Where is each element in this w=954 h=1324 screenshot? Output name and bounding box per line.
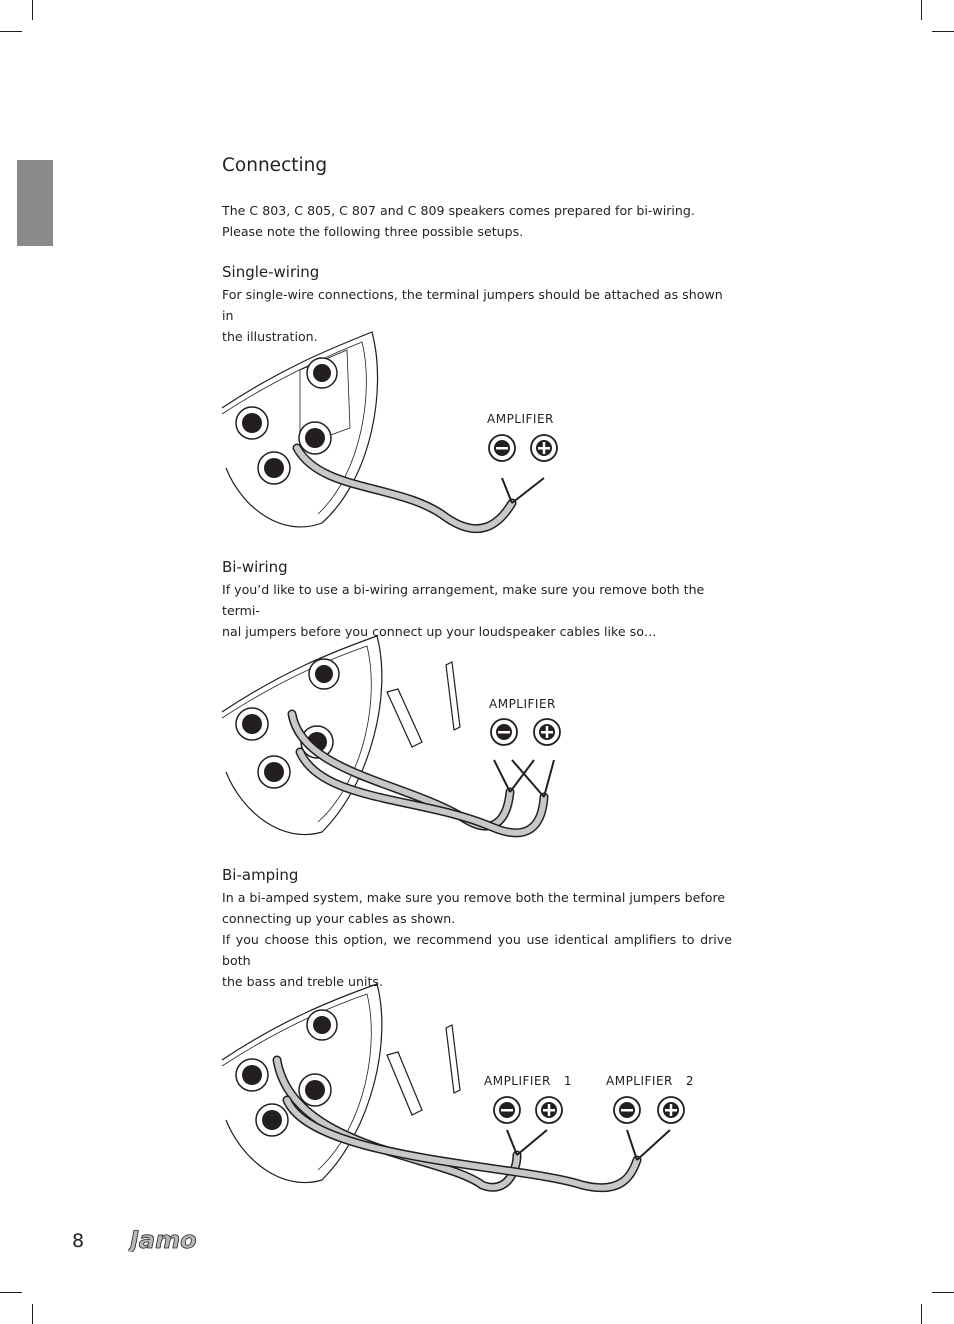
- crop-mark: [921, 0, 922, 20]
- page-title: Connecting: [222, 155, 328, 176]
- amplifier-negative-terminal: [491, 719, 517, 745]
- amplifier-label: AMPLIFIER: [487, 412, 554, 426]
- bi-wiring-line: nal jumpers before you connect up your loudspeaker cables like so…: [222, 624, 657, 639]
- amplifier-positive-terminal: [531, 435, 557, 461]
- amplifier-2-label: AMPLIFIER 2: [606, 1074, 694, 1088]
- amplifier-2-positive-terminal: [658, 1097, 684, 1123]
- speaker-terminals: [236, 358, 337, 484]
- crop-mark: [932, 31, 954, 32]
- language-side-tab: [17, 160, 53, 246]
- amplifier-2-negative-terminal: [614, 1097, 640, 1123]
- amplifier-1-label: AMPLIFIER 1: [484, 1074, 572, 1088]
- crop-mark: [921, 1304, 922, 1324]
- bi-amping-title: Bi-amping: [222, 866, 299, 884]
- bi-amping-line: In a bi-amped system, make sure you remove both the terminal jumpers before: [222, 890, 726, 905]
- intro-text: [222, 200, 732, 242]
- bi-amping-line: the bass and treble units.: [222, 974, 384, 989]
- single-wiring-illustration: [222, 328, 582, 538]
- crop-mark: [0, 1292, 22, 1293]
- single-wiring-line: the illustration.: [222, 329, 318, 344]
- amplifier-negative-terminal: [489, 435, 515, 461]
- crop-mark: [32, 1304, 33, 1324]
- logo-text: Jamo: [130, 1226, 197, 1252]
- bi-wiring-line: If you’d like to use a bi-wiring arrangement, make sure you remove both the termi-: [222, 582, 705, 618]
- amplifier-label: AMPLIFIER: [489, 697, 556, 711]
- speaker-cables: [277, 1060, 637, 1188]
- bi-wiring-title: Bi-wiring: [222, 558, 288, 576]
- jamo-logo: [128, 1226, 208, 1252]
- bi-amping-line: connecting up your cables as shown.: [222, 911, 456, 926]
- single-wiring-title: Single-wiring: [222, 263, 320, 281]
- bi-amping-illustration: [222, 980, 702, 1195]
- removed-terminal-jumpers: [387, 662, 460, 747]
- crop-mark: [32, 0, 33, 20]
- page-number: 8: [72, 1230, 85, 1252]
- amplifier-1-positive-terminal: [536, 1097, 562, 1123]
- bi-wiring-illustration: [222, 632, 582, 847]
- speaker-terminals: [236, 659, 339, 788]
- intro-line: Please note the following three possible setups.: [222, 224, 524, 239]
- single-wiring-line: For single-wire connections, the terminal jumpers should be attached as shown in: [222, 287, 723, 323]
- amplifier-positive-terminal: [534, 719, 560, 745]
- intro-line: The C 803, C 805, C 807 and C 809 speakers comes prepared for bi-wiring.: [222, 203, 695, 218]
- amplifier-1-negative-terminal: [494, 1097, 520, 1123]
- removed-terminal-jumpers: [387, 1025, 460, 1115]
- crop-mark: [932, 1292, 954, 1293]
- bi-amping-line: If you choose this option, we recommend you use identical amplifiers to drive both: [222, 932, 732, 968]
- crop-mark: [0, 31, 22, 32]
- bi-amping-text: [222, 887, 732, 992]
